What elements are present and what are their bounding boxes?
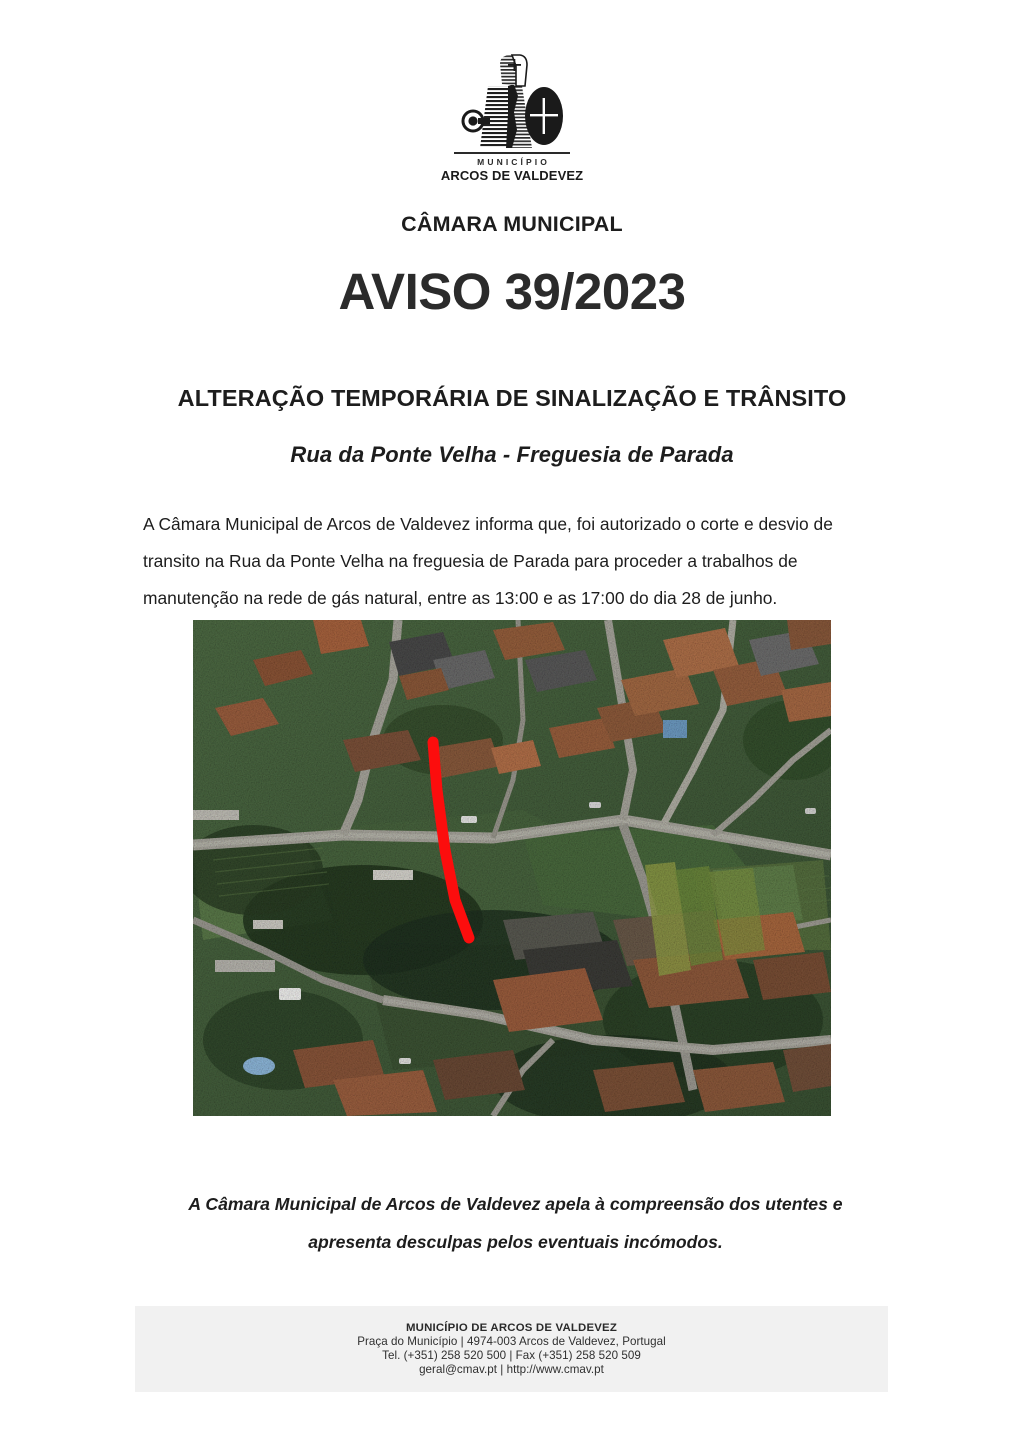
footer-contact[interactable]: geral@cmav.pt | http://www.cmav.pt — [419, 1363, 604, 1376]
organization-name: CÂMARA MUNICIPAL — [401, 212, 623, 236]
satellite-map-image — [193, 620, 831, 1116]
closing-line-2: apresenta desculpas pelos eventuais incómodos. — [308, 1232, 723, 1252]
logo-divider — [454, 152, 570, 154]
notice-location: Rua da Ponte Velha - Freguesia de Parada — [290, 442, 734, 467]
page-title: AVISO 39/2023 — [338, 263, 686, 320]
coat-of-arms-icon — [456, 52, 568, 150]
closing-statement — [143, 1185, 888, 1261]
footer-phone: Tel. (+351) 258 520 500 | Fax (+351) 258 520 509 — [382, 1349, 641, 1362]
closing-line-1: A Câmara Municipal de Arcos de Valdevez apela à compreensão dos utentes e — [188, 1194, 843, 1214]
footer-municipality-name: MUNICÍPIO DE ARCOS DE VALDEVEZ — [405, 1322, 618, 1334]
footer-address: Praça do Município | 4974-003 Arcos de Valdevez, Portugal — [357, 1335, 666, 1348]
document-footer — [135, 1306, 888, 1392]
logo-word-arcos-de-valdevez: ARCOS DE VALDEVEZ — [440, 168, 584, 183]
notice-subject-heading: ALTERAÇÃO TEMPORÁRIA DE SINALIZAÇÃO E TRÂNSITO — [177, 385, 847, 411]
notice-body-paragraph: A Câmara Municipal de Arcos de Valdevez informa que, foi autorizado o corte e desvio de transito na Rua da Ponte Velha na freguesia de Parada para proceder a trabalhos de manutenção na rede de gás natural, entre as 13:00 e as 17:00 do dia 28 de junho. — [143, 514, 833, 609]
aerial-map-graphic — [193, 620, 831, 1116]
municipality-logo — [0, 52, 1024, 183]
logo-word-municipio: MUNICÍPIO — [477, 157, 550, 167]
